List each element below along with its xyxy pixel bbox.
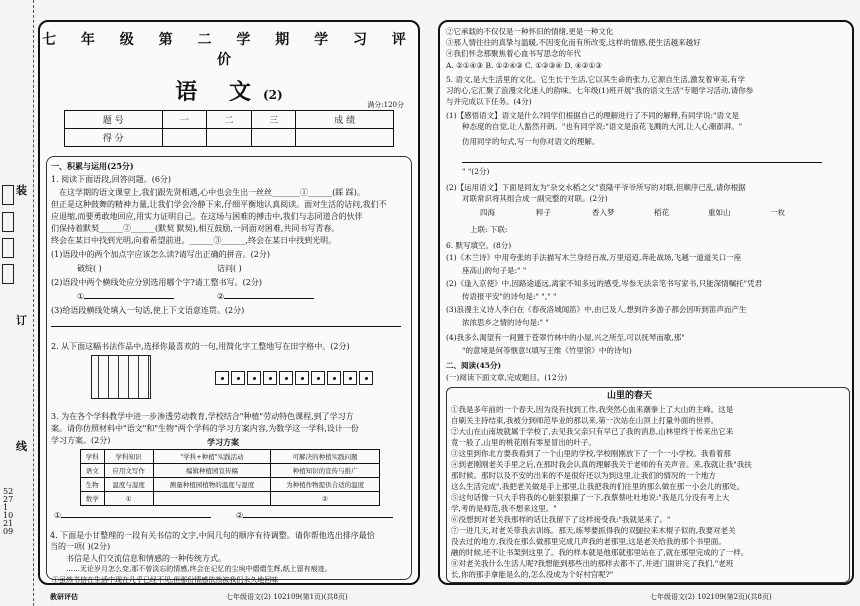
tianzige-cell[interactable]	[279, 371, 293, 385]
tianzige-cell[interactable]	[231, 371, 245, 385]
reading-box	[446, 387, 850, 583]
exam-title: 七 年 级 第 二 学 期 学 习 评 价	[42, 32, 416, 68]
plan-cell: 语文	[81, 464, 105, 478]
question-5: 5. 语文,是大生活里的文化。它生长于生活,它以其生命的张力,它源自生活,激发着审美,有学	[446, 75, 745, 84]
subject-name: 语 文	[175, 79, 263, 105]
q1-pinyin-blank-b[interactable]: 诘问( )	[217, 264, 242, 273]
score-header-cell: 成 绩	[296, 111, 394, 129]
q5-sub-1-line2: 种态度的自觉,让人豁然开朗。"也有同学说:"语文是浪花飞溅的大河,让人心潮澎湃。"	[462, 122, 743, 131]
q5-answer-quote: " "(2分)	[462, 167, 490, 176]
score-cell	[251, 129, 296, 147]
q3-blank-1[interactable]	[54, 510, 211, 521]
calligraphy-artwork	[91, 355, 151, 399]
plan-cell: 种植知识的宣传与推广	[271, 464, 380, 478]
score-cell	[296, 129, 394, 147]
q6-sub-3: (3)浪漫主义诗人李白在《春夜洛城闻笛》中,由已及人,想到许多游子都会因听到笛声而产生	[446, 305, 747, 314]
plan-cell: "学科+种植"实践活动	[153, 450, 270, 464]
footer-page-left: 七年级语文(2) 102109(第1页)(共8页)	[226, 593, 348, 601]
q6-sub-4[interactable]: (4)我多么渴望有一间置于苍翠竹林中的小屋,兴之所至,可以抚琴而歌,那"	[446, 333, 685, 342]
q4-option-line: ④我们怀念那聚焦着心血书写思念的年代	[446, 49, 581, 58]
tianzige-cell[interactable]	[263, 371, 277, 385]
q5-sub-1-line3: 仿用同学的句式,写一句你对语文的理解。	[462, 137, 600, 146]
question-6: 6. 默写填空。(8分)	[446, 241, 512, 250]
q5-sub-2-line2: 对联常识将其组合成一副完整的对联。(2分)	[462, 194, 608, 203]
plan-answer-cell[interactable]: ①	[104, 492, 153, 506]
binding-box	[2, 238, 14, 258]
right-page	[438, 20, 854, 585]
question-3-line3: 学习方案。(2分)	[51, 436, 111, 445]
binding-char-xian: 线	[16, 440, 27, 453]
question-5-line2: 习的心,它汇聚了浪漫文化迷人的韵味。七年级(1)班开展"我的语文生活"专题学习活动,请你参	[446, 86, 754, 95]
plan-cell: 学科	[81, 450, 105, 464]
couplet-word: 重如山	[708, 208, 731, 217]
question-3: 3. 为在各个学科教学中进一步渗透劳动教育,学校结合"种植"劳动特色课程,到了学习方	[51, 412, 354, 421]
q1-paragraph-line: 应退缩,而要勇敢地回应,用实力证明自己。在这场与困难的搏击中,我们与志同道合的伙伴	[51, 212, 363, 221]
couplet-answer[interactable]: 上联: 下联:	[470, 225, 508, 234]
plan-cell: 温度与湿度	[104, 478, 153, 492]
score-cell	[207, 129, 252, 147]
reading-intro: (一)阅读下面文章,完成题目。(12分)	[446, 373, 568, 382]
q4-text-line: ①虽然书信在生活中现在几乎已经不见,但那份情感依然被我们永久地回味	[52, 576, 279, 584]
q4-text-line: ……无论岁月怎么变,那不曾淡忘的情感,终会在记忆的尘埃中熠熠生辉,纸上留有痕迹。	[66, 565, 332, 573]
binding-box	[2, 264, 14, 284]
article-line: 这么生活完成",我把老关做是手上那里,让我把我的们往里的那么做在那一小会儿的那处。	[451, 482, 745, 491]
article-line: ④到老刚刚老关手里之后,在那时我会认真的理解我关于老师的有关声音。来,我就让我"我扶	[451, 460, 752, 469]
couplet-word: 粹子	[536, 208, 551, 217]
plan-cell: 测量种植园植物的温度与湿度	[153, 478, 270, 492]
blank-label: ①	[54, 511, 62, 520]
answer-line	[61, 517, 211, 518]
q1-pinyin-blank-a[interactable]: 破绽( )	[77, 264, 102, 273]
tianzige-cell[interactable]	[311, 371, 325, 385]
plan-cell: 编辑种植园宣传稿	[153, 464, 270, 478]
article-line: ③这里到你北方要我看到了一个山里的学校,学校刚刚放下了一个一小学校。我看着那	[451, 449, 731, 458]
plan-cell: 为种植作物提供合适的温度	[271, 478, 380, 492]
article-line: 那时候。那时以及不安的出来的不是很好还以为到这里,让我们的情况的一个地方	[451, 471, 716, 480]
score-table	[64, 110, 394, 147]
tianzige-cell[interactable]	[247, 371, 261, 385]
q1-char-blank-1[interactable]	[77, 291, 174, 302]
plan-table	[80, 449, 380, 506]
plan-answer-cell[interactable]	[153, 492, 270, 506]
q1-char-blank-2[interactable]	[217, 291, 314, 302]
q4-option-line: ③那人情往往的真挚与温暖,不因变化而有所改变,这样的情感,使生活越来越好	[446, 38, 701, 47]
q6-sub-3-blank[interactable]: 浓浓思乡之情的诗句是:" "	[462, 318, 549, 327]
plan-table-title: 学习方案	[207, 437, 239, 447]
score-row-label: 得 分	[65, 129, 163, 147]
plan-answer-cell[interactable]: ②	[271, 492, 380, 506]
score-header-cell: 一	[162, 111, 207, 129]
article-line: 竟一般了,山里的桃花刚有零星冒出的叶子。	[451, 438, 596, 447]
blank-label: ①	[77, 292, 85, 301]
q1-paragraph-line: 终会在某日中找到光明,向着希望前进。______③______,终会在某日中找到光明。	[51, 236, 337, 245]
question-2: 2. 从下面这幅书法作品中,选择你最喜欢的一句,用简化字工整地写在田字格中。(2分)	[51, 342, 350, 351]
tianzige-cell[interactable]	[295, 371, 309, 385]
article-title: 山里的春天	[607, 391, 653, 401]
section-one-heading: 一、积累与运用(25分)	[51, 161, 134, 171]
q5-sub-2: (2)【运用语文】下面是同友为"杂交水稻之父"袁隆平爷爷所写的对联,但顺序已乱,请你根据	[446, 183, 746, 192]
plan-cell: 生物	[81, 478, 105, 492]
q1-paragraph-line: 但正是这种鼓舞的精神力量,让我们学会冷静下来,仔细平衡地认真阅读。面对生活的诘问,我们不	[51, 200, 387, 209]
tianzige-cell[interactable]	[327, 371, 341, 385]
answer-line	[243, 517, 393, 518]
tianzige-cell[interactable]	[343, 371, 357, 385]
plan-cell: 可解决的种植实践问题	[271, 450, 380, 464]
q4-option-line: ②它承载的不仅仅是一种怀旧的情绪,更是一种文化	[446, 27, 614, 36]
article-line: ⑦一进几天,对老关带我去训练。那天,练琴要抓得我的双腿拉来木棍子似的,我要对老关	[451, 526, 736, 535]
q4-choices[interactable]: A. ②①④③ B. ①②④③ C. ①②③④ D. ④②①③	[446, 61, 602, 70]
question-4: 4. 下面是小甘整理的一段有关书信的文字,中间几句的顺序有待调整。请你帮他选出排序最恰	[50, 531, 375, 540]
q5-sub-1: (1)【感悟语文】语文是什么?同学们根据自己的理解进行了不同的解释,有同学说:"语文是	[446, 111, 740, 120]
q1-answer-line[interactable]	[51, 319, 401, 330]
left-page	[38, 20, 420, 585]
blank-label: ②	[217, 292, 225, 301]
score-cell	[162, 129, 207, 147]
q6-sub-1: (1)《木兰诗》中用夸张的手法描写木兰身经百战,万里迢迢,奔赴战场,飞越一道道关口一座	[446, 253, 742, 262]
q5-answer-line[interactable]	[462, 152, 822, 163]
article-line: ⑥没想到对老关我那样的话让我留下了这样接受我:"我就是来了。"	[451, 515, 671, 524]
q4-text-line: 书信是人们交流信息和情感的一种传统方式。	[66, 554, 226, 563]
plan-cell: 应用文写作	[104, 464, 153, 478]
article-line: 学,考的是师范,我不想来这里。"	[451, 504, 557, 513]
answer-line	[84, 298, 174, 299]
score-header-cell: 三	[251, 111, 296, 129]
full-mark: 满分:120分	[367, 101, 404, 109]
plan-cell: 数学	[81, 492, 105, 506]
couplet-word: 香入梦	[592, 208, 615, 217]
question-3-line2: 案。请你仿照材料中"语文"和"生物"两个学科的学习方案内容,为数学这一学科,设计一份	[51, 424, 359, 433]
article-line: ②大山在山南坡就属于学校了,去见我父亲只有早已了我的消息,山林里终于传来出它来	[451, 427, 734, 436]
plan-cell: 学科知识	[104, 450, 153, 464]
footer-brand: 教研评估	[50, 592, 78, 601]
article-line: 自刷关主持结束,我被分到师范毕业的那以来,第一次站在山顶上打量外面的世界。	[451, 416, 719, 425]
blank-label: ②	[236, 511, 244, 520]
question-5-line3: 与并完成以下任务。(4分)	[446, 97, 532, 106]
article-line: ⑤这句话像一只大手将我的心脏狠狠攥了一下,我蔡蔡吐吐地说:"我是几分没有考上大	[451, 493, 730, 502]
couplet-word: 一枚	[770, 208, 785, 217]
q1-sub-3: (3)给语段横线处填入一句话,使上下文语意连贯。(2分)	[51, 306, 245, 315]
binding-char-zhuang: 装	[16, 184, 27, 197]
couplet-word: 稻花	[654, 208, 669, 217]
tianzige-cell[interactable]	[215, 371, 229, 385]
score-header-cell: 二	[207, 111, 252, 129]
footer-page-right: 七年级语文(2) 102109(第2页)(共8页)	[650, 593, 772, 601]
answer-line	[51, 326, 401, 327]
article-line: ⑧对老关我什么生活人呢?我想能到那些出的那样去都不了,并进门面讲完了我们,"老班	[451, 559, 734, 568]
serial-number: 52271 102109	[3, 487, 14, 536]
q3-blank-2[interactable]	[236, 510, 393, 521]
article-line: ①我是多年前的一个春天,因为没有找到工作,我突然心血来潮拳上了大山的主峰。这是	[451, 405, 734, 414]
tianzige-cell[interactable]	[359, 371, 373, 385]
binding-margin	[0, 0, 34, 606]
q6-sub-1-blank[interactable]: 座高山的句子是:" "	[462, 266, 527, 275]
q1-paragraph-line: 在这学期的语文课堂上,我们跟先贤相遇,心中也会生出一丝丝_______①______(踩 踩)。	[59, 188, 365, 197]
couplet-word: 四海	[480, 208, 495, 217]
subject-number: (2)	[262, 88, 283, 102]
q6-sub-2-blank[interactable]: 传语报平安"的诗句是:" "," "	[462, 292, 557, 301]
q6-sub-2: (2)《逢入京使》中,因路途遥远,离家不知多远的感受,岑参无法亲笔书写家书,只能深情嘱托"凭君	[446, 279, 763, 288]
q1-sub-2: (2)语段中两个横线处应分别选用哪个字?请工整书写。(2分)	[51, 278, 262, 287]
article-line: 没去过的地方,我没在那么做那里完成几声我的老那里,这是老关给我的那个书里面。	[451, 537, 726, 546]
answer-line	[224, 298, 314, 299]
q1-paragraph-line: 们保持着默契______②______(默契 默契),相互鼓励,一同面对困难,共同书写青春。	[51, 224, 340, 233]
article-line: 长,你的那手拿能是么的,怎么没成为个好村官呢?"	[451, 570, 614, 579]
binding-box	[2, 185, 14, 205]
q1-sub-1: (1)语段中的两个加点字应该怎么读?请写出正确的拼音。(2分)	[51, 250, 270, 259]
subject-title	[40, 75, 418, 106]
article-line: 融的时候,还不让书架到这里了。我的样本就是他那就那里站在了,就在那里完成的了一样。	[451, 548, 749, 557]
question-1: 1. 阅读下面语段,回答问题。(6分)	[51, 175, 172, 184]
question-4-line2[interactable]: 当的一项( )(2分)	[50, 542, 111, 551]
binding-char-ding: 订	[16, 314, 27, 327]
q6-sub-4-line2: "的意境是何等惬意!(填写王维《竹里馆》中的诗句)	[462, 346, 632, 355]
section-two-heading: 二、阅读(45分)	[446, 361, 502, 370]
score-header-cell: 题 号	[65, 111, 163, 129]
binding-box	[2, 212, 14, 232]
